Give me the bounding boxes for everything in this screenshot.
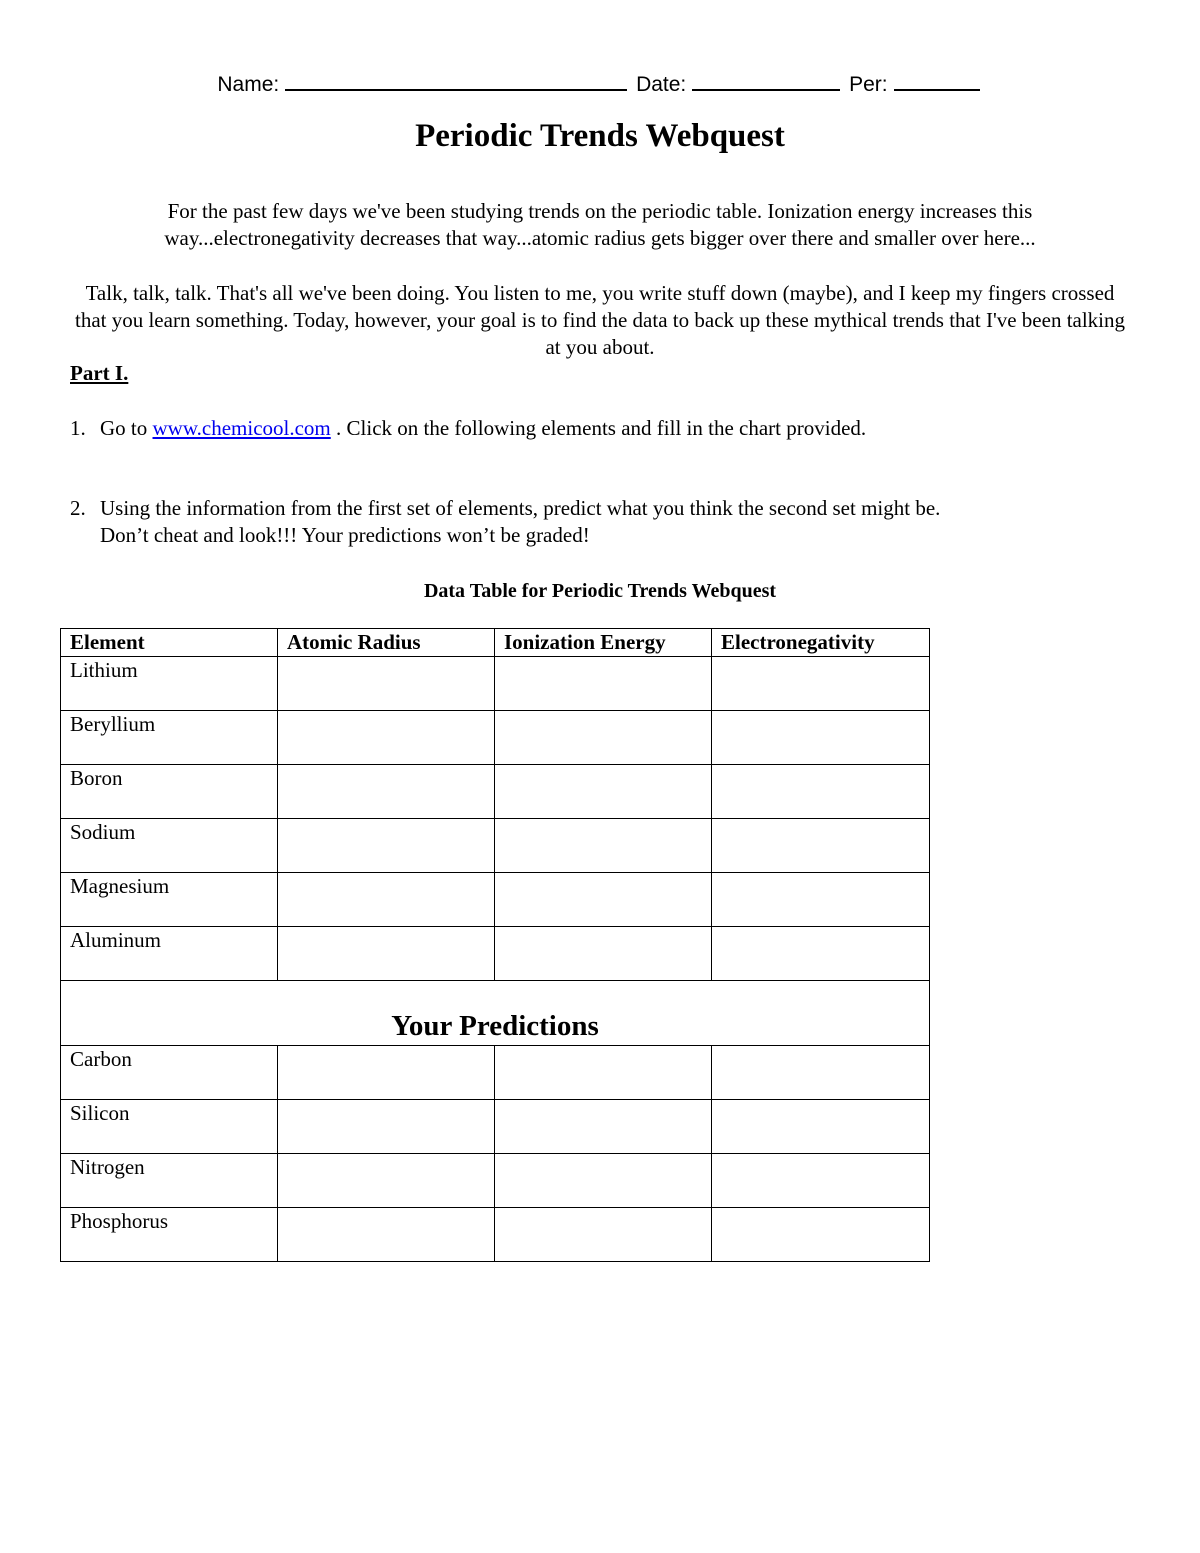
- electronegativity-cell[interactable]: [712, 1100, 930, 1154]
- ionization-energy-cell[interactable]: [495, 1154, 712, 1208]
- intro-paragraph-2: Talk, talk, talk. That's all we've been doing. You listen to me, you write stuff down (maybe), and I keep my fingers crossed that you learn something. Today, however, your goal is to find the data to back up these mythical trends that I've been talking at you about.: [74, 281, 1126, 359]
- electronegativity-cell[interactable]: [712, 1046, 930, 1100]
- table-row: [61, 873, 930, 927]
- table-row: [61, 657, 930, 711]
- period-blank[interactable]: [894, 70, 980, 91]
- table-caption: Data Table for Periodic Trends Webquest: [423, 580, 777, 602]
- item-text-post: . Click on the following elements and fill in the chart provided.: [336, 416, 867, 440]
- electronegativity-cell[interactable]: [712, 1154, 930, 1208]
- element-name: Nitrogen: [61, 1154, 278, 1208]
- ionization-energy-cell[interactable]: [495, 927, 712, 981]
- name-label: Name:: [217, 73, 280, 96]
- intro-paragraph-1: For the past few days we've been studying trends on the periodic table. Ionization energy increases this way...electronegativity decreases that way...atomic radius gets bigger over there and smaller over here...: [164, 199, 1036, 250]
- element-name: Sodium: [61, 819, 278, 873]
- ionization-energy-cell[interactable]: [495, 657, 712, 711]
- table-row: [61, 711, 930, 765]
- predictions-header-row: [61, 981, 930, 1046]
- date-blank[interactable]: [692, 70, 840, 91]
- item-number: 1.: [70, 416, 86, 440]
- atomic-radius-cell[interactable]: [278, 765, 495, 819]
- ionization-energy-cell[interactable]: [495, 765, 712, 819]
- table-header-row: [61, 629, 930, 657]
- page-title: Periodic Trends Webquest: [415, 118, 785, 154]
- name-blank[interactable]: [285, 70, 627, 91]
- data-table: [60, 628, 930, 1262]
- date-label: Date:: [636, 73, 687, 96]
- atomic-radius-cell[interactable]: [278, 1046, 495, 1100]
- atomic-radius-cell[interactable]: [278, 711, 495, 765]
- table-row: [61, 1208, 930, 1262]
- atomic-radius-cell[interactable]: [278, 1208, 495, 1262]
- electronegativity-cell[interactable]: [712, 927, 930, 981]
- table-row: [61, 765, 930, 819]
- electronegativity-cell[interactable]: [712, 1208, 930, 1262]
- item-number: 2.: [70, 496, 86, 520]
- atomic-radius-cell[interactable]: [278, 1100, 495, 1154]
- part-heading: Part I.: [70, 361, 129, 385]
- item-text-pre: Go to: [100, 416, 148, 440]
- header-element: Element: [61, 629, 278, 657]
- ionization-energy-cell[interactable]: [495, 873, 712, 927]
- element-name: Lithium: [61, 657, 278, 711]
- electronegativity-cell[interactable]: [712, 711, 930, 765]
- electronegativity-cell[interactable]: [712, 873, 930, 927]
- header-atomic-radius: Atomic Radius: [278, 629, 495, 657]
- instruction-item-1: [70, 415, 950, 442]
- item-text: Using the information from the first set of elements, predict what you think the second set might be. Don’t cheat and look!!! Your predictions won’t be graded!: [100, 496, 941, 547]
- atomic-radius-cell[interactable]: [278, 657, 495, 711]
- period-label: Per:: [849, 73, 888, 96]
- element-name: Phosphorus: [61, 1208, 278, 1262]
- table-row: [61, 819, 930, 873]
- electronegativity-cell[interactable]: [712, 819, 930, 873]
- table-row: [61, 1100, 930, 1154]
- element-name: Silicon: [61, 1100, 278, 1154]
- element-name: Carbon: [61, 1046, 278, 1100]
- element-name: Magnesium: [61, 873, 278, 927]
- predictions-heading: Your Predictions: [61, 981, 930, 1046]
- electronegativity-cell[interactable]: [712, 765, 930, 819]
- instruction-item-2: [70, 495, 950, 549]
- chemicool-link[interactable]: www.chemicool.com: [152, 416, 331, 440]
- electronegativity-cell[interactable]: [712, 657, 930, 711]
- item-text: [100, 415, 950, 442]
- ionization-energy-cell[interactable]: [495, 819, 712, 873]
- atomic-radius-cell[interactable]: [278, 927, 495, 981]
- header-electronegativity: Electronegativity: [712, 629, 930, 657]
- element-name: Boron: [61, 765, 278, 819]
- ionization-energy-cell[interactable]: [495, 711, 712, 765]
- table-row: [61, 1154, 930, 1208]
- header-ionization-energy: Ionization Energy: [495, 629, 712, 657]
- table-row: [61, 927, 930, 981]
- element-name: Aluminum: [61, 927, 278, 981]
- table-row: [61, 1046, 930, 1100]
- element-name: Beryllium: [61, 711, 278, 765]
- ionization-energy-cell[interactable]: [495, 1100, 712, 1154]
- atomic-radius-cell[interactable]: [278, 819, 495, 873]
- atomic-radius-cell[interactable]: [278, 873, 495, 927]
- atomic-radius-cell[interactable]: [278, 1154, 495, 1208]
- ionization-energy-cell[interactable]: [495, 1208, 712, 1262]
- student-info-line: [0, 70, 1200, 99]
- ionization-energy-cell[interactable]: [495, 1046, 712, 1100]
